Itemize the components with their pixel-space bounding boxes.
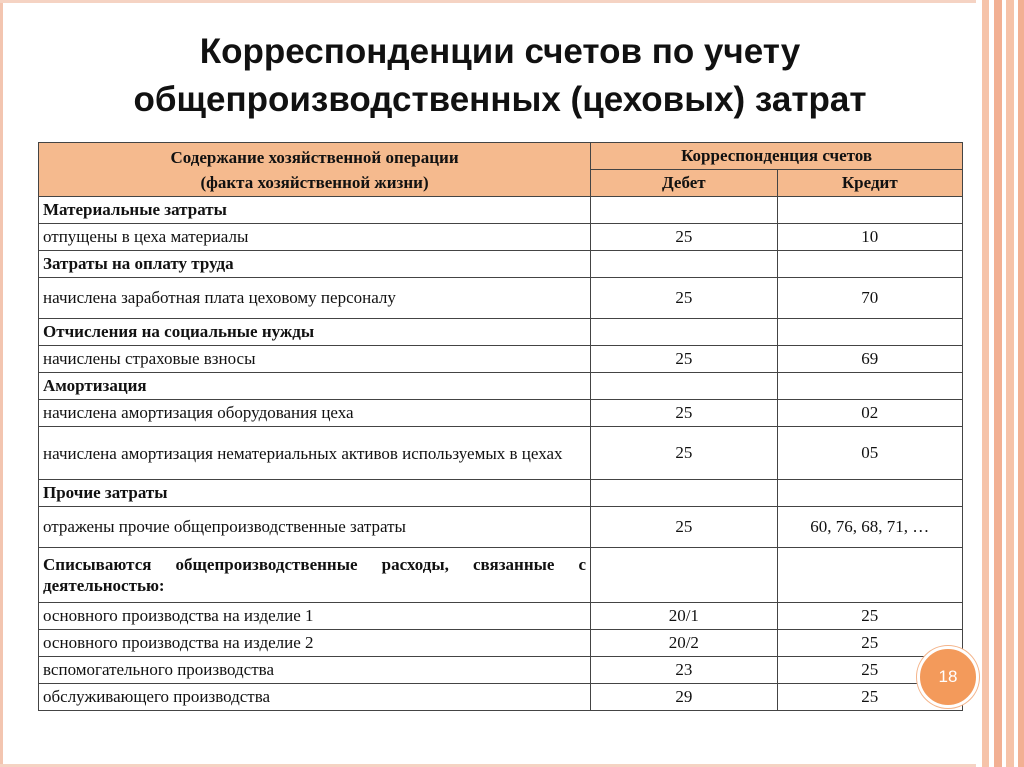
slide-title-line-2: общепроизводственных (цеховых) затрат <box>133 80 867 119</box>
row-debit <box>591 480 777 507</box>
row-operation: основного производства на изделие 1 <box>39 603 591 630</box>
header-credit: Кредит <box>777 170 962 197</box>
row-debit <box>591 373 777 400</box>
row-operation: начислена заработная плата цеховому персоналу <box>39 278 591 319</box>
table-row <box>39 346 963 373</box>
header-operation <box>39 143 591 197</box>
row-debit: 25 <box>591 346 777 373</box>
table-row <box>39 548 963 603</box>
row-operation: Амортизация <box>39 373 591 400</box>
table-row <box>39 278 963 319</box>
row-debit <box>591 197 777 224</box>
row-debit: 25 <box>591 224 777 251</box>
row-operation: основного производства на изделие 2 <box>39 630 591 657</box>
row-operation: начислена амортизация оборудования цеха <box>39 400 591 427</box>
row-operation: Отчисления на социальные нужды <box>39 319 591 346</box>
page-number: 18 <box>938 667 958 686</box>
table-body <box>39 197 963 711</box>
row-operation: отпущены в цеха материалы <box>39 224 591 251</box>
table-row <box>39 657 963 684</box>
row-credit <box>777 548 962 603</box>
table-header <box>39 143 963 197</box>
header-correspondence: Корреспонденция счетов <box>591 143 963 170</box>
row-debit <box>591 548 777 603</box>
table-row <box>39 427 963 480</box>
row-debit: 29 <box>591 684 777 711</box>
row-debit: 20/1 <box>591 603 777 630</box>
row-debit <box>591 319 777 346</box>
table-row <box>39 630 963 657</box>
row-credit: 05 <box>777 427 962 480</box>
row-credit: 25 <box>777 603 962 630</box>
row-operation: отражены прочие общепроизводственные затраты <box>39 507 591 548</box>
row-credit <box>777 373 962 400</box>
row-debit: 23 <box>591 657 777 684</box>
row-credit: 02 <box>777 400 962 427</box>
decorative-stripes <box>976 0 1024 767</box>
table-row <box>39 319 963 346</box>
row-debit: 25 <box>591 427 777 480</box>
row-credit: 60, 76, 68, 71, … <box>777 507 962 548</box>
row-credit: 10 <box>777 224 962 251</box>
frame-top-border <box>0 0 1024 3</box>
table-row <box>39 507 963 548</box>
row-operation: Затраты на оплату труда <box>39 251 591 278</box>
header-debit: Дебет <box>591 170 777 197</box>
row-operation: обслуживающего производства <box>39 684 591 711</box>
correspondence-table <box>38 142 963 711</box>
slide-title <box>40 28 960 124</box>
row-debit: 25 <box>591 507 777 548</box>
row-credit <box>777 251 962 278</box>
slide-title-line-1: Корреспонденции счетов по учету <box>199 32 801 71</box>
row-debit: 25 <box>591 400 777 427</box>
row-credit: 25 <box>777 630 962 657</box>
row-operation: Списываются общепроизводственные расходы, связанные с деятельностью: <box>39 548 591 603</box>
table-row <box>39 197 963 224</box>
row-debit: 20/2 <box>591 630 777 657</box>
table-row <box>39 251 963 278</box>
row-credit: 25 <box>777 657 962 684</box>
row-operation: Прочие затраты <box>39 480 591 507</box>
row-operation: вспомогательного производства <box>39 657 591 684</box>
table-row <box>39 480 963 507</box>
table-row <box>39 400 963 427</box>
page-number-badge <box>917 646 979 708</box>
row-credit: 25 <box>777 684 962 711</box>
row-credit: 69 <box>777 346 962 373</box>
row-credit: 70 <box>777 278 962 319</box>
row-credit <box>777 480 962 507</box>
row-operation: Материальные затраты <box>39 197 591 224</box>
frame-left-border <box>0 0 3 767</box>
table-row <box>39 603 963 630</box>
row-operation: начислены страховые взносы <box>39 346 591 373</box>
row-credit <box>777 197 962 224</box>
row-operation: начислена амортизация нематериальных активов используемых в цехах <box>39 427 591 480</box>
header-operation-line-1: Содержание хозяйственной операции <box>170 147 459 167</box>
table-row <box>39 684 963 711</box>
row-credit <box>777 319 962 346</box>
header-operation-line-2: (факта хозяйственной жизни) <box>200 172 429 192</box>
row-debit <box>591 251 777 278</box>
table-row <box>39 224 963 251</box>
row-debit: 25 <box>591 278 777 319</box>
table-row <box>39 373 963 400</box>
